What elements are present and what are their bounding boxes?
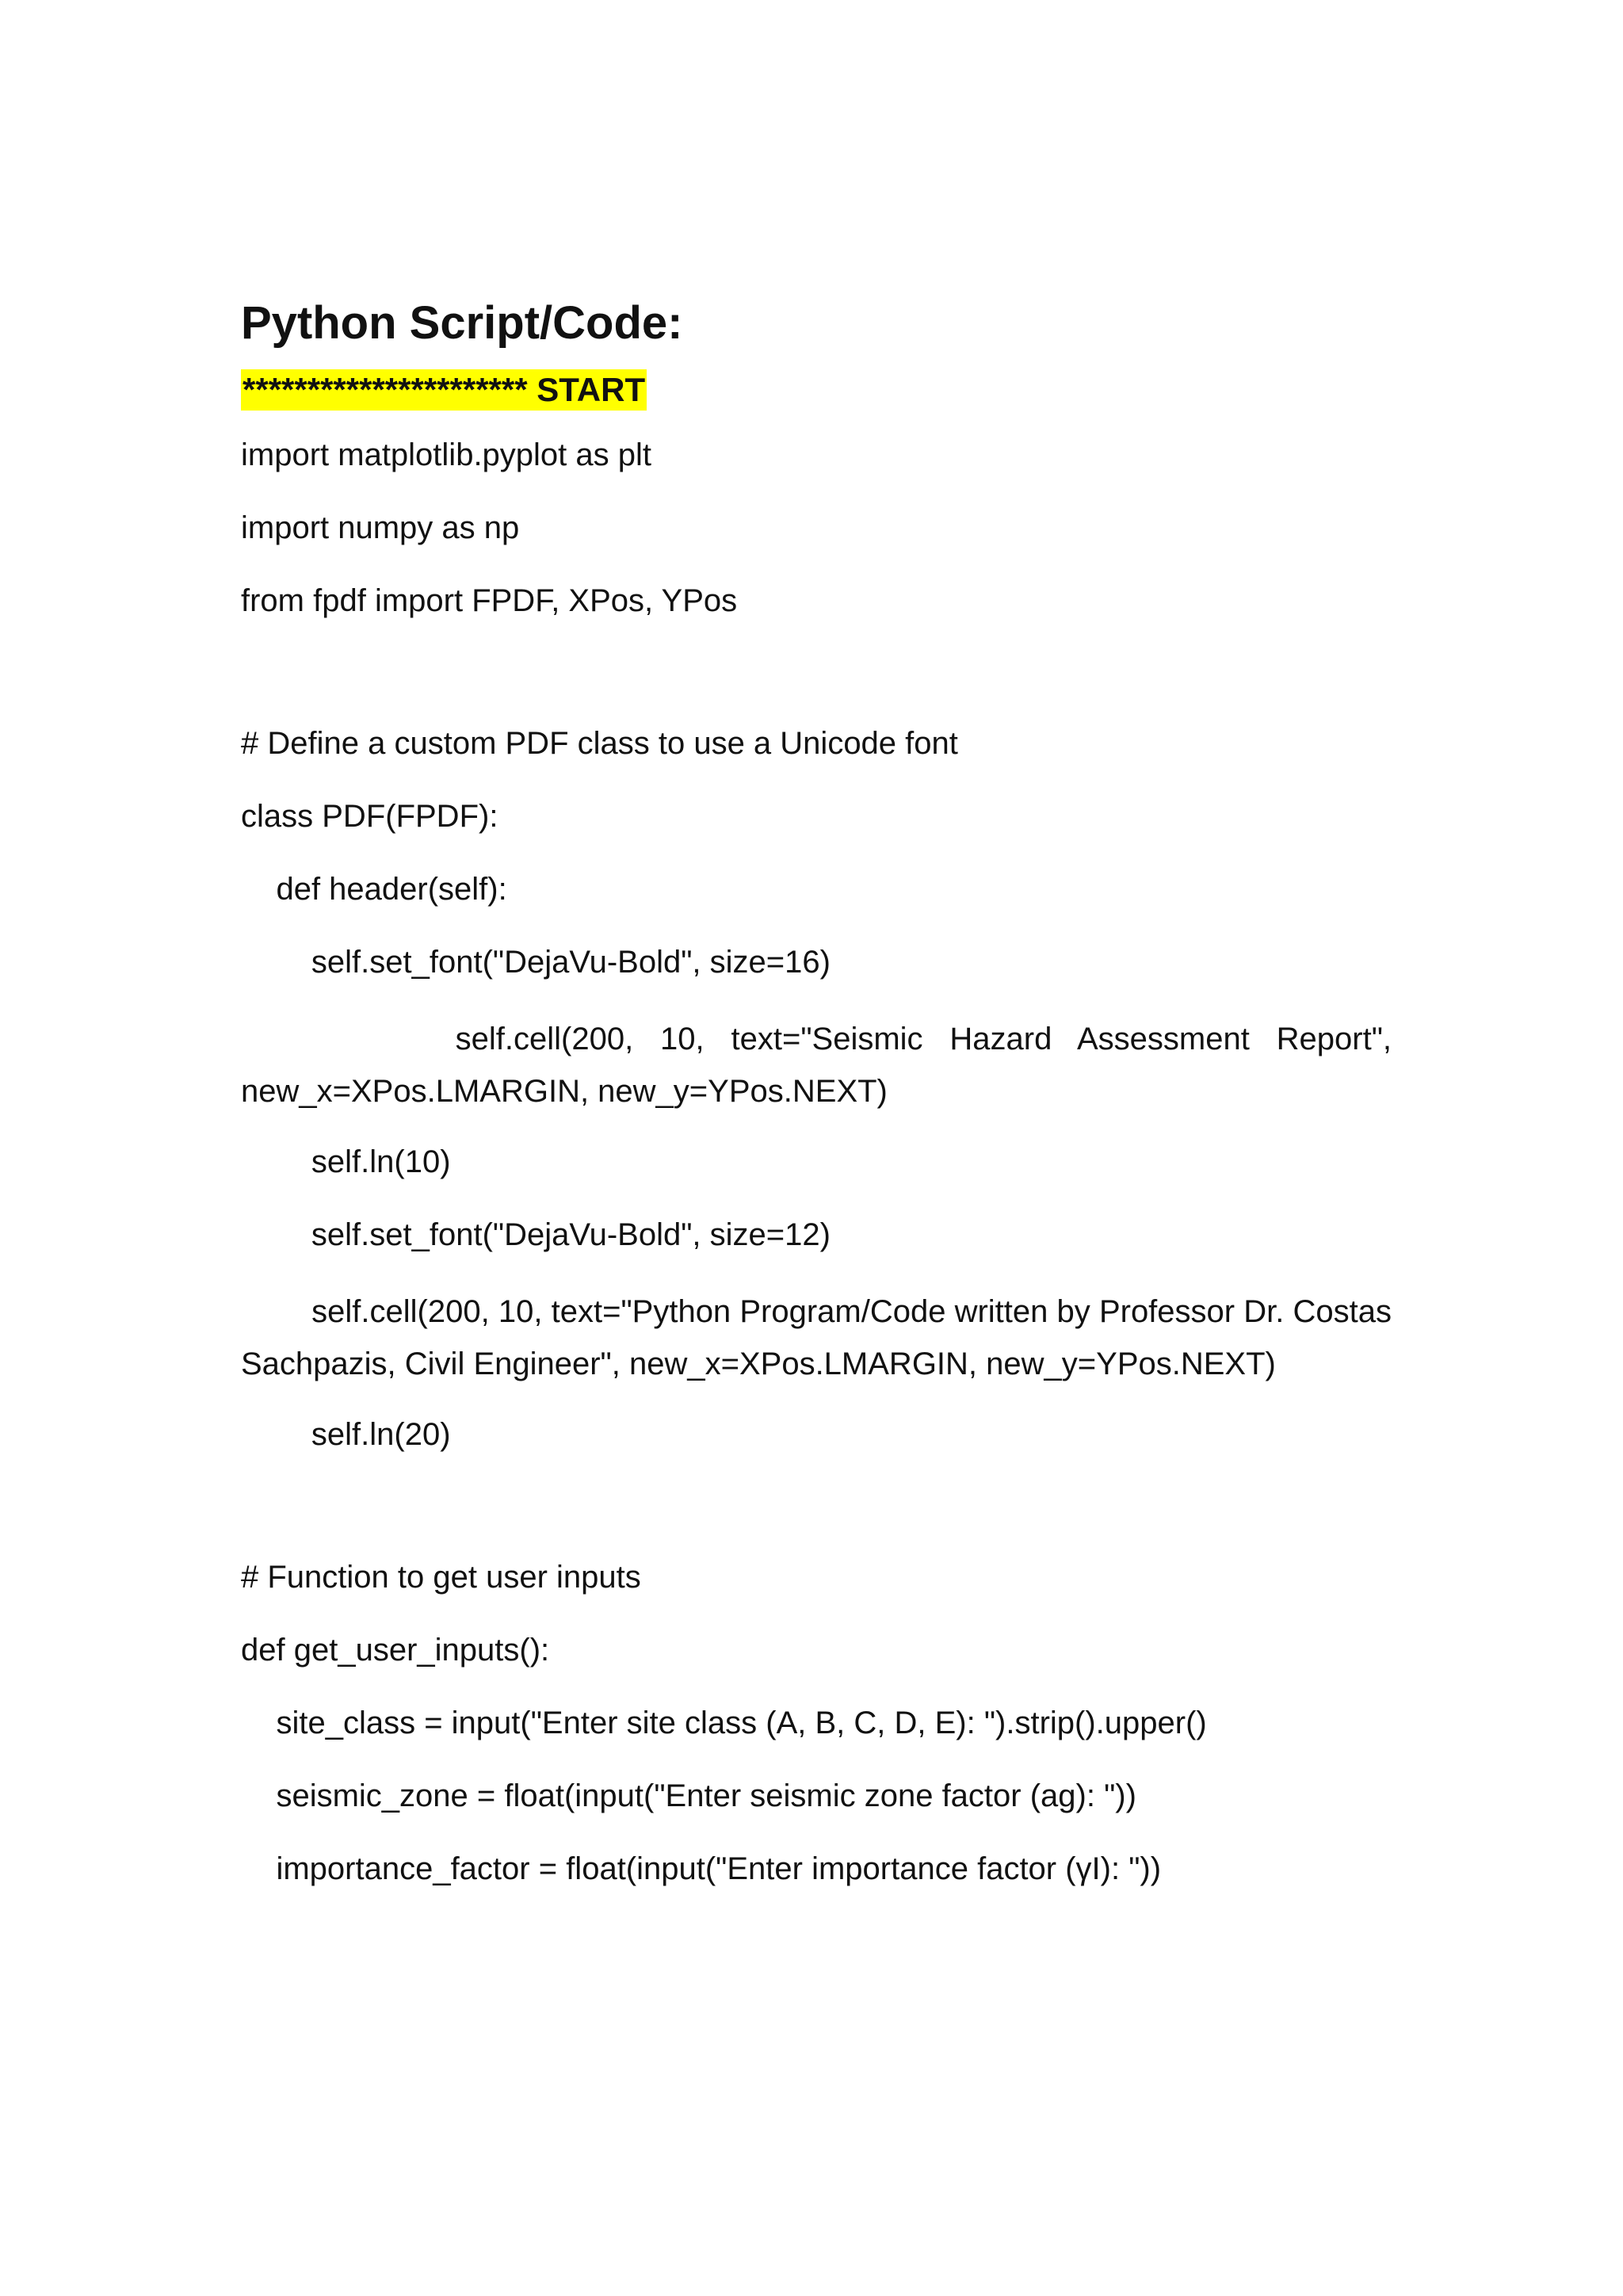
code-line-import-fpdf: from fpdf import FPDF, XPos, YPos	[241, 583, 738, 618]
code-line-def-get-user-inputs: def get_user_inputs():	[241, 1633, 550, 1668]
code-line-cell-report-title: self.cell(200, 10, text="Seismic Hazard Assessment Report", new_x=XPos.LMARGIN, new_y=YPos.NEXT)	[241, 1022, 1401, 1109]
code-line-class-pdf: class PDF(FPDF):	[241, 799, 498, 834]
code-line-set-font-12: self.set_font("DejaVu-Bold", size=12)	[241, 1217, 831, 1252]
code-line-ln-10: self.ln(10)	[241, 1144, 451, 1179]
code-line-set-font-16: self.set_font("DejaVu-Bold", size=16)	[241, 945, 831, 980]
code-comment-pdf-class: # Define a custom PDF class to use a Unicode font	[241, 726, 958, 761]
start-marker: ********************** START	[241, 369, 647, 411]
page-title: Python Script/Code:	[241, 297, 683, 349]
code-line-def-header: def header(self):	[241, 872, 507, 907]
document-content	[241, 295, 1401, 1920]
code-line-import-numpy: import numpy as np	[241, 510, 520, 545]
code-line-ln-20: self.ln(20)	[241, 1417, 451, 1452]
code-line-site-class: site_class = input("Enter site class (A, B, C, D, E): ").strip().upper()	[241, 1706, 1207, 1740]
code-line-seismic-zone: seismic_zone = float(input("Enter seismic zone factor (ag): "))	[241, 1778, 1136, 1813]
blank-line	[241, 1485, 1392, 1555]
code-line-import-matplotlib: import matplotlib.pyplot as plt	[241, 437, 652, 472]
code-comment-user-inputs: # Function to get user inputs	[241, 1560, 641, 1595]
code-line-importance-factor: importance_factor = float(input("Enter importance factor (γI): "))	[241, 1851, 1162, 1886]
code-line-cell-author: self.cell(200, 10, text="Python Program/Code written by Professor Dr. Costas Sachpazis, Civil Engineer", new_x=XPos.LMARGIN, new_y=YPos.NEXT)	[241, 1294, 1401, 1381]
blank-line	[241, 651, 1392, 721]
